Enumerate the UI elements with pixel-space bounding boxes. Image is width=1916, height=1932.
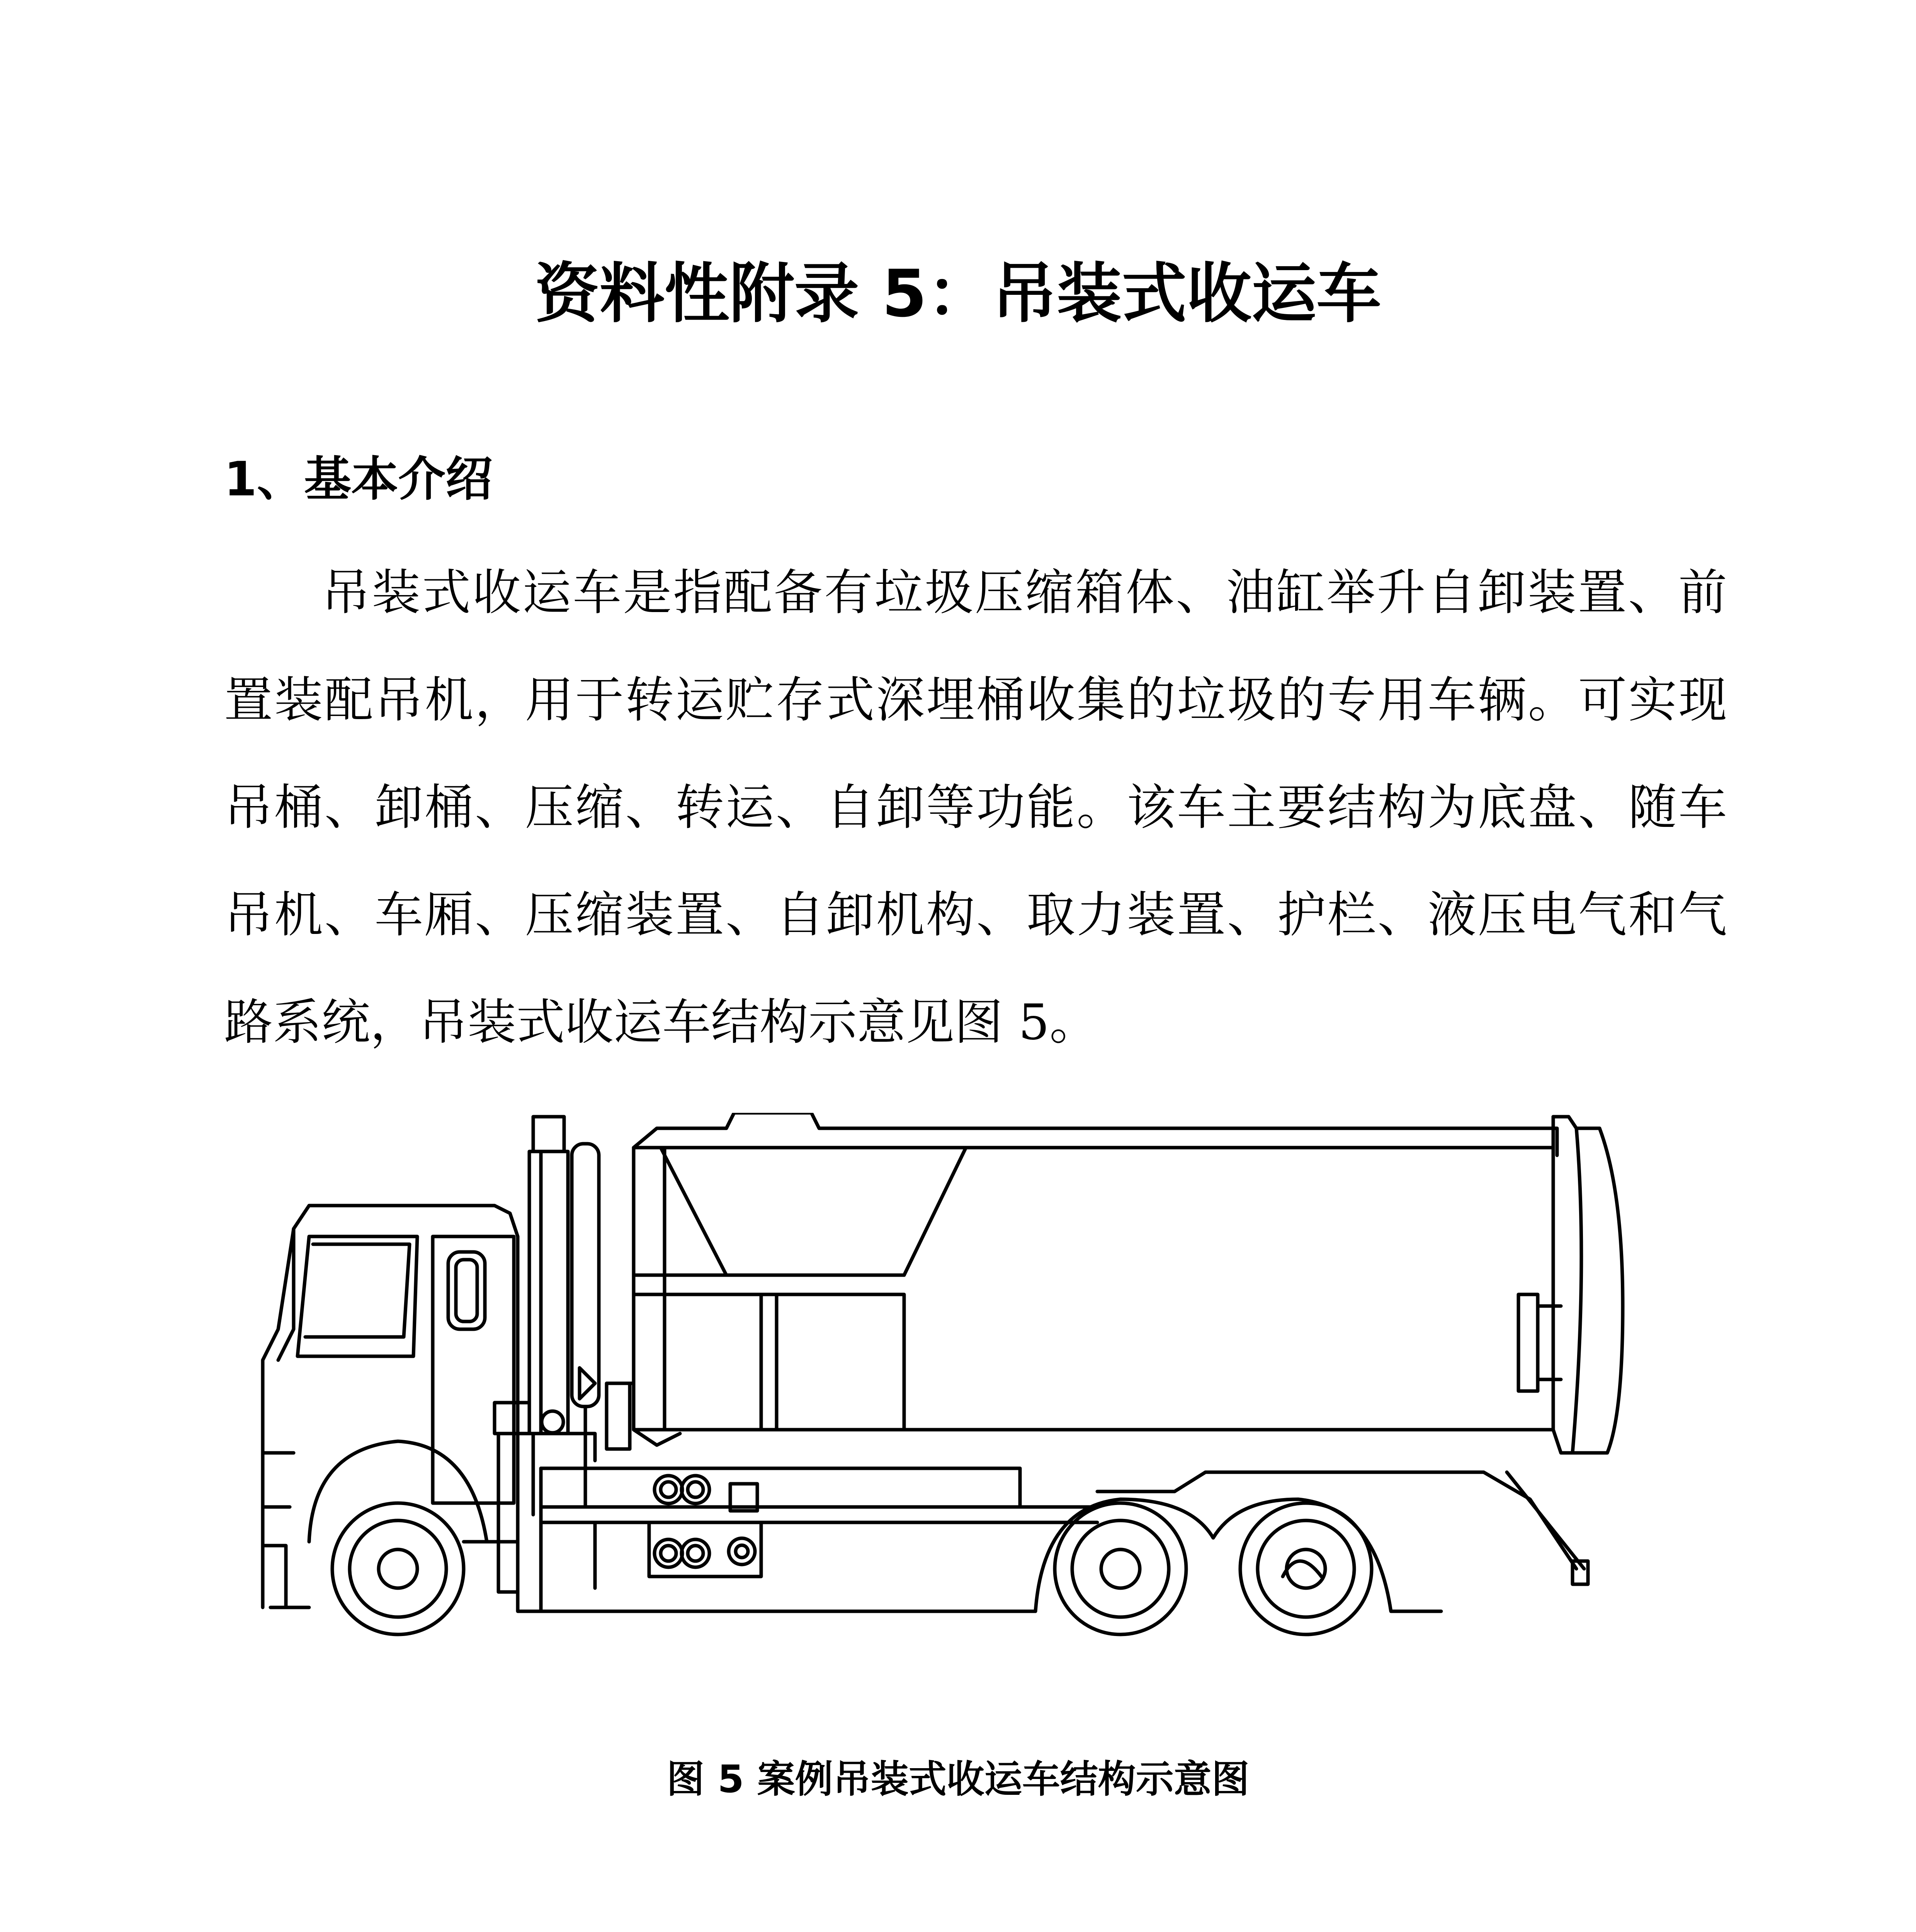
rear-wheel-2	[1240, 1503, 1372, 1634]
front-wheel	[332, 1503, 464, 1634]
section-heading-intro: 1、基本介绍	[224, 452, 493, 507]
hydraulic-tanks	[649, 1476, 761, 1577]
compaction-body	[607, 1113, 1557, 1449]
truck-diagram	[247, 1113, 1685, 1708]
rear-wheel-1	[1055, 1503, 1186, 1634]
page-title: 资料性附录 5：吊装式收运车	[534, 256, 1382, 332]
section-paragraph-intro: 吊装式收运车是指配备有垃圾压缩箱体、油缸举升自卸装置、前置装配吊机，用于转运贮存式深埋桶收集的垃圾的专用车辆。可实现吊桶、卸桶、压缩、转运、自卸等功能。该车主要结构为底盘、随车吊机、车厢、压缩装置、自卸机构、取力装置、护栏、液压电气和气路系统，吊装式收运车结构示意见图 5。	[224, 564, 1727, 1051]
cab	[263, 1206, 518, 1607]
rear-wheel-arch	[1035, 1499, 1441, 1611]
tailgate	[1518, 1117, 1623, 1453]
figure-caption: 图 5 案例吊装式收运车结构示意图	[666, 1757, 1250, 1801]
front-wheel-arch	[309, 1441, 487, 1542]
